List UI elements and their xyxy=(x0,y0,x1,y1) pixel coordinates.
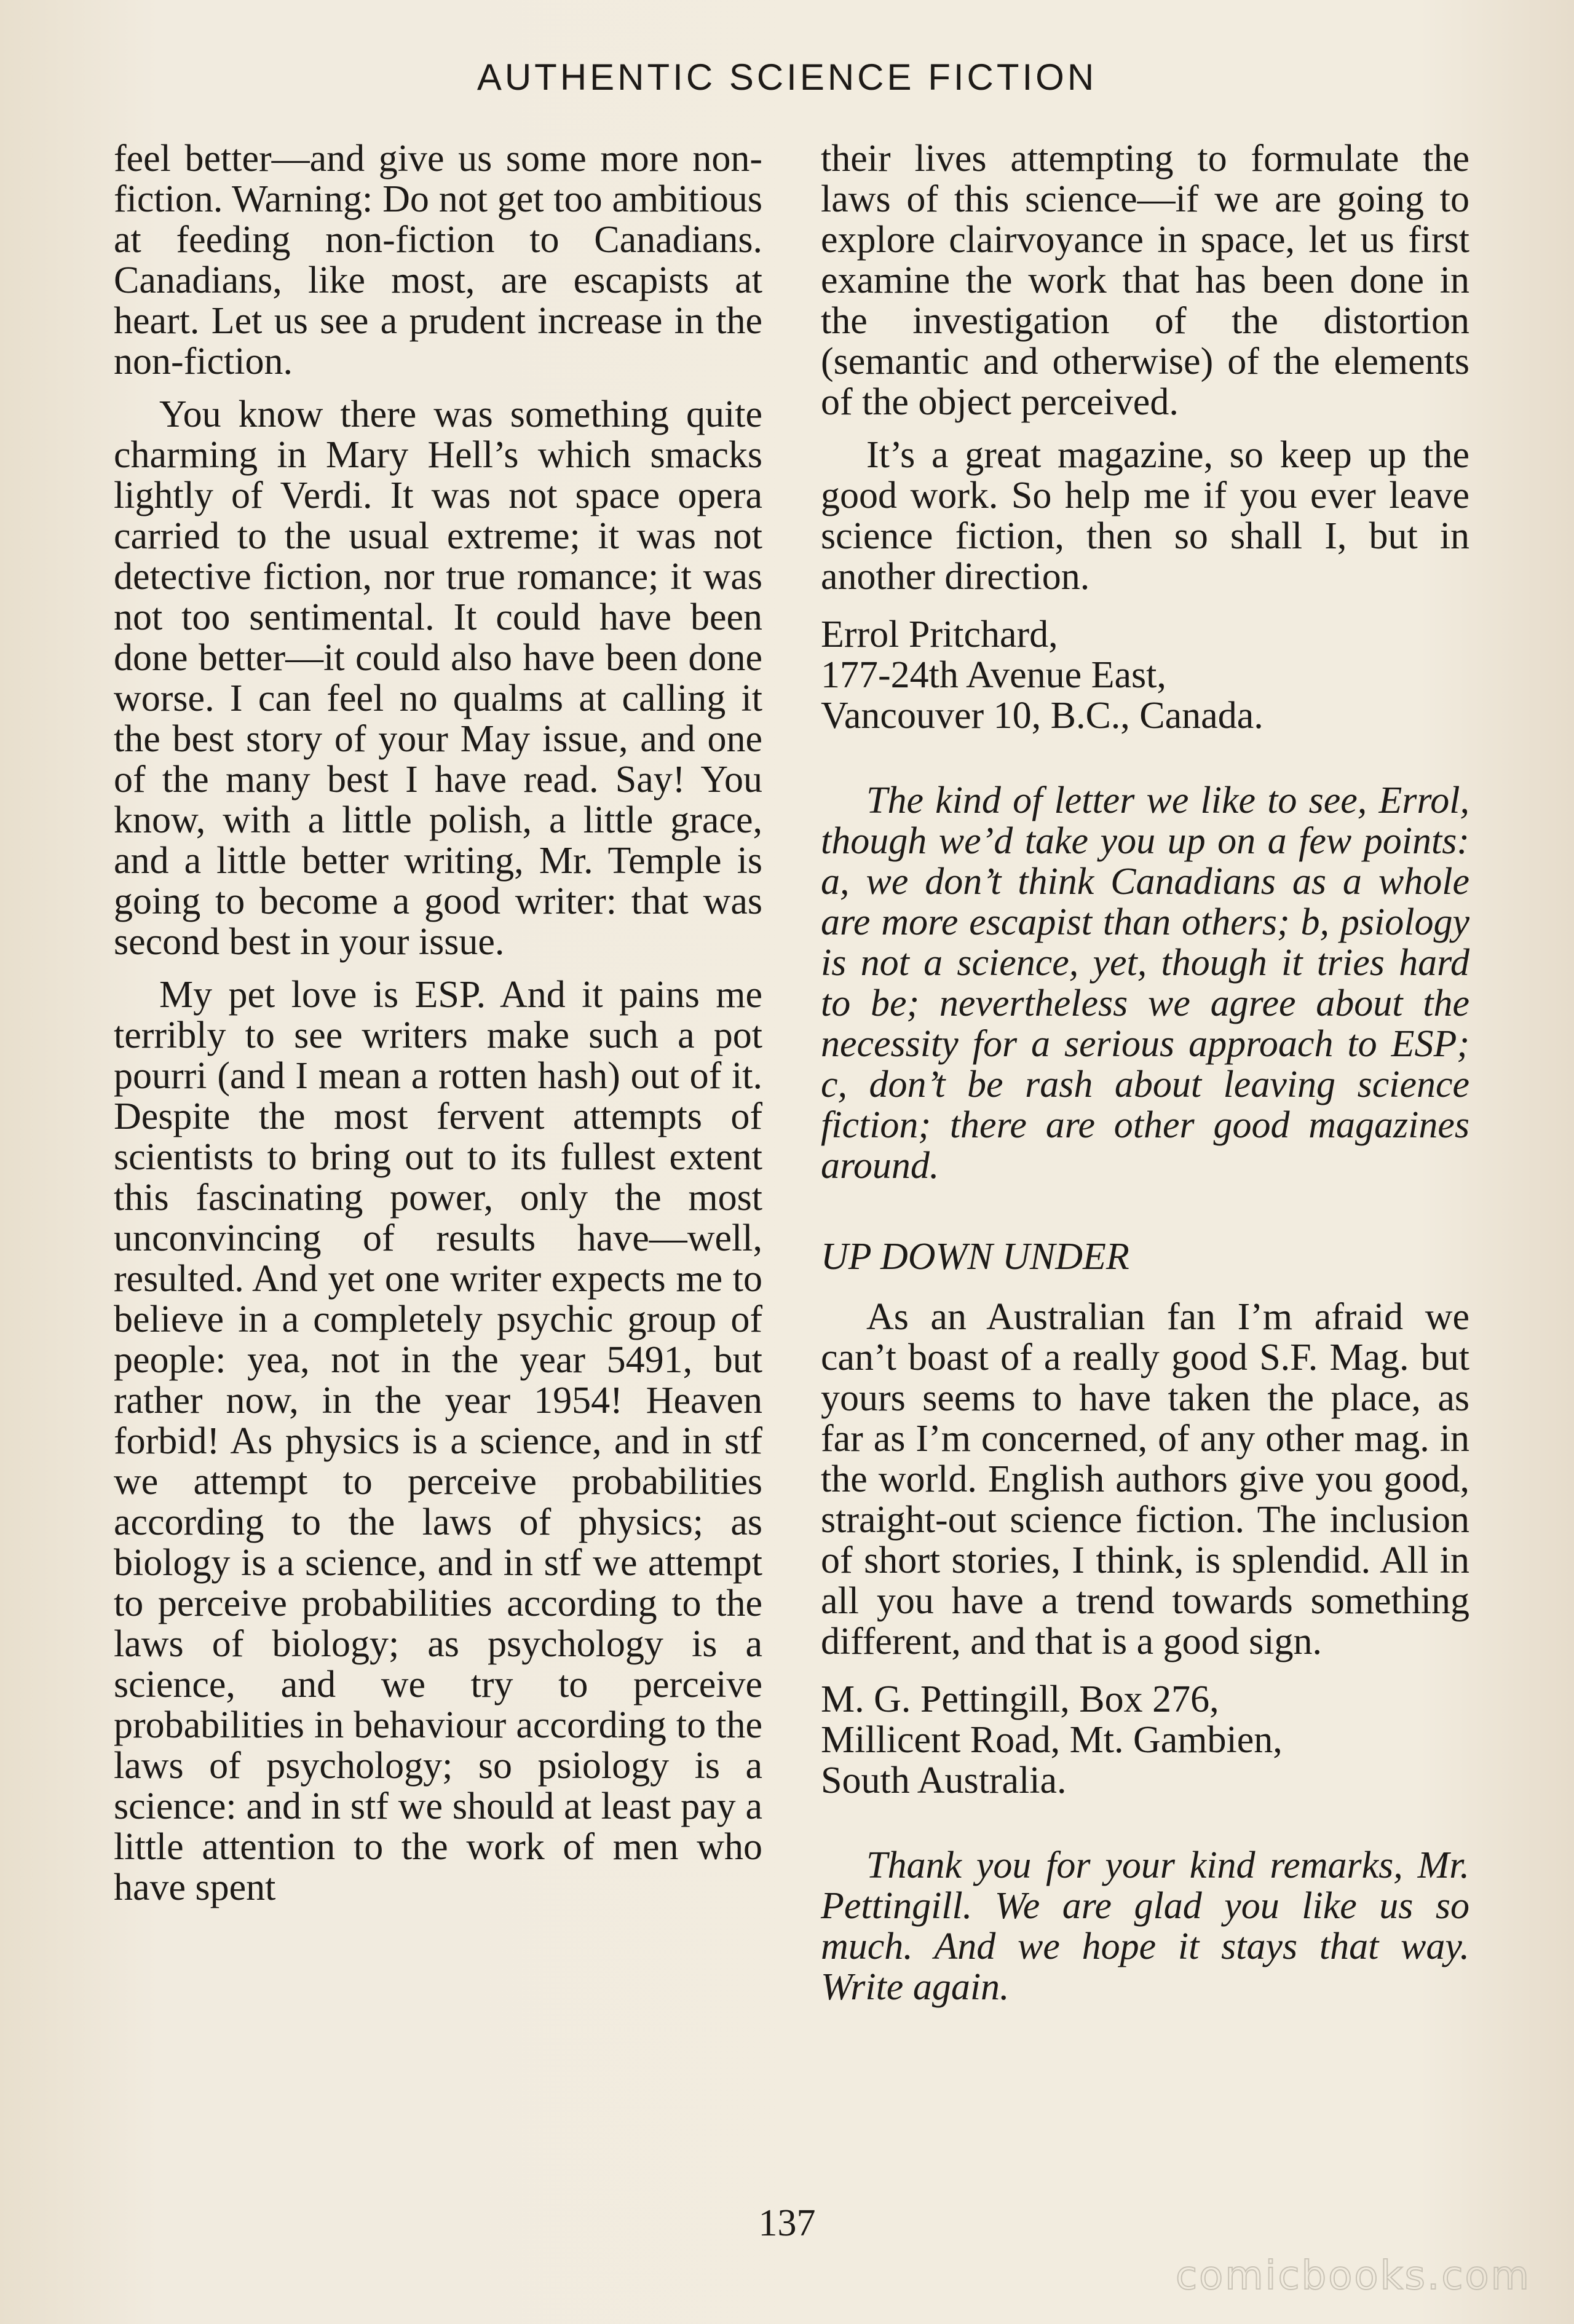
signature-name: M. G. Pettingill, Box 276, xyxy=(821,1678,1219,1720)
signature-block-1 xyxy=(821,614,1469,736)
running-header: AUTHENTIC SCIENCE FICTION xyxy=(477,57,1097,98)
letter-paragraph-4: their lives attempting to formulate the laws of this science—if we are going to explore clairvoyance in space, let us first examine the work that has been done in the investigation of the distortion (semantic and otherwise) of the elements of the object perceived. xyxy=(821,138,1469,423)
signature-address-line-1: 177-24th Avenue East, xyxy=(821,654,1166,696)
page-number: 137 xyxy=(758,2202,816,2244)
letter-paragraph-5: It’s a great magazine, so keep up the good work. So help me if you ever leave science fiction, then so shall I, but in another direction. xyxy=(821,434,1469,598)
signature-block-2 xyxy=(821,1679,1469,1801)
signature-address-line-1: Millicent Road, Mt. Gambien, xyxy=(821,1719,1283,1761)
signature-address-line-2: South Australia. xyxy=(821,1760,1067,1801)
signature-address-line-2: Vancouver 10, B.C., Canada. xyxy=(821,695,1264,737)
watermark-logo: comicbooks.com xyxy=(1175,2253,1531,2299)
left-column xyxy=(114,138,762,1920)
signature-name: Errol Pritchard, xyxy=(821,614,1058,655)
right-column xyxy=(821,138,1469,2020)
letter-paragraph-2: You know there was something quite charming in Mary Hell’s which smacks lightly of Verdi. It was not space opera carried to the usual extreme; it was not detective fiction, nor true romance; it was not too sentimental. It could have been done better—it could also have been done worse. I can feel no qualms at calling it the best story of your May issue, and one of the many best I have read. Say! You know, with a little polish, a little grace, and a little better writing, Mr. Temple is going to become a good writer: that was second best in your issue. xyxy=(114,393,762,963)
editor-reply-1: The kind of letter we like to see, Errol, though we’d take you up on a few points: a, we don’t think Canadians as a whole are more escapist than others; b, psiology is not a science, yet, though it tries hard to be; nevertheless we agree about the necessity for a serious approach to ESP; c, don’t be rash about leaving science fiction; there are other good magazines around. xyxy=(821,780,1469,1187)
editor-reply-2: Thank you for your kind remarks, Mr. Pettingill. We are glad you like us so much. And we hope it stays that way. Write again. xyxy=(821,1844,1469,2008)
section-title: UP DOWN UNDER xyxy=(821,1236,1129,1278)
letter-paragraph-3: My pet love is ESP. And it pains me terribly to see writers make such a pot pourri (and I mean a rotten hash) out of it. Despite the most fervent attempts of scientists to bring out to its fullest extent this fascinating power, only the most unconvincing of results have—well, resulted. And yet one writer expects me to believe in a completely psychic group of people: yea, not in the year 5491, but rather now, in the year 1954! Heaven forbid! As physics is a science, and in stf we attempt to perceive probabilities according to the laws of physics; as biology is a science, and in stf we attempt to perceive probabilities according to the laws of biology; as psychology is a science, and we try to perceive probabilities in behaviour according to the laws of psychology; so psiology is a science: and in stf we should at least pay a little attention to the work of men who have spent xyxy=(114,974,762,1908)
letter-paragraph-1: feel better—and give us some more non-fiction. Warning: Do not get too ambitious at feeding non-fiction to Canadians. Canadians, like most, are escapists at heart. Let us see a prudent increase in the non-fiction. xyxy=(114,138,762,382)
letter-paragraph-6: As an Australian fan I’m afraid we can’t boast of a really good S.F. Mag. but yours seems to have taken the place, as far as I’m concerned, of any other mag. in the world. English authors give you good, straight-out science fiction. The inclusion of short stories, I think, is splendid. All in all you have a trend towards something different, and that is a good sign. xyxy=(821,1296,1469,1662)
